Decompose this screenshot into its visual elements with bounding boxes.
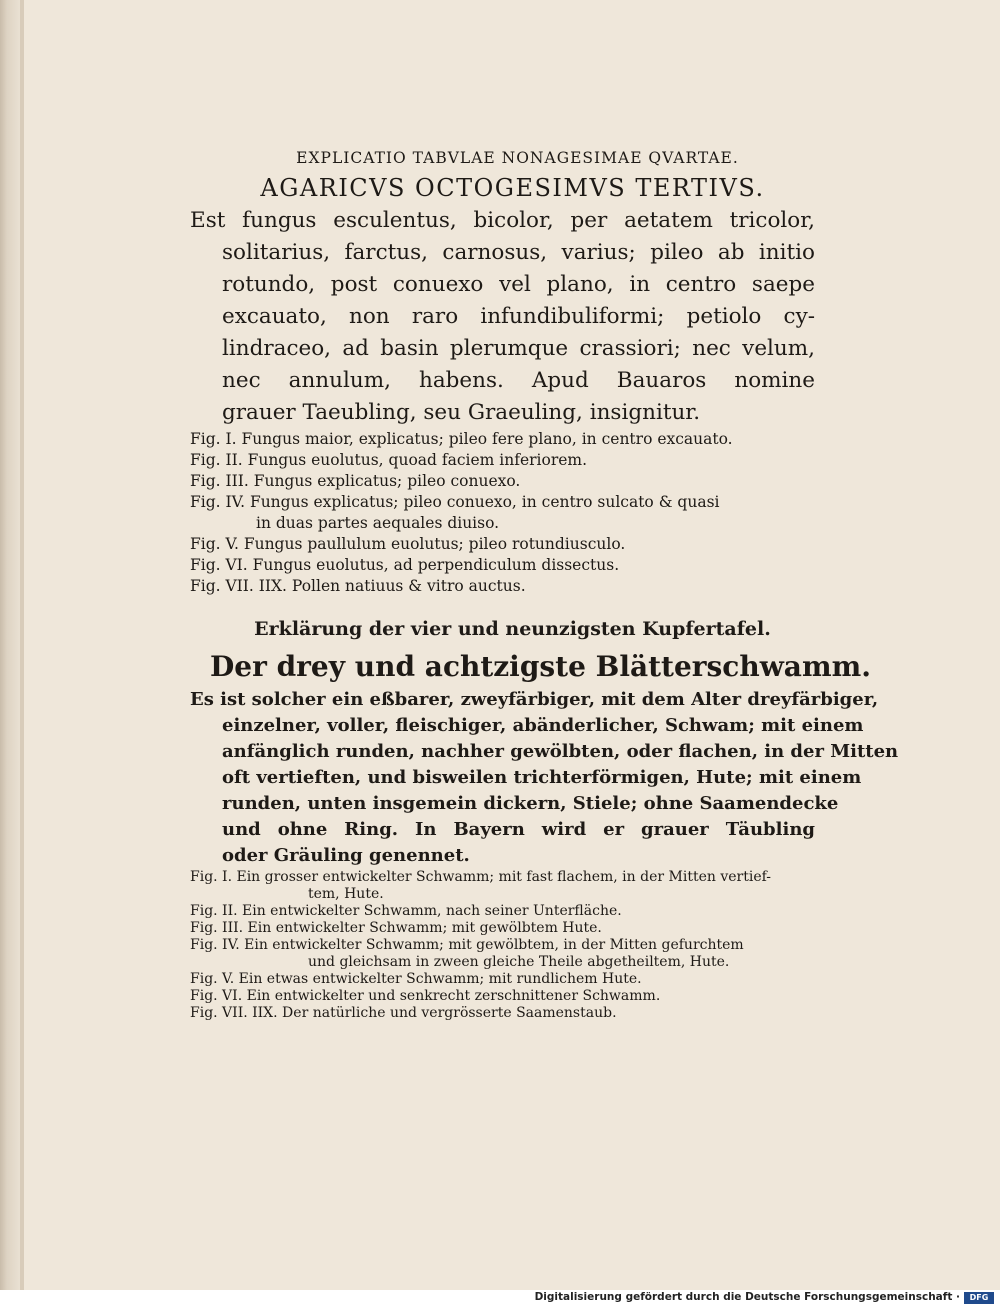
german-body-line: oder Gräuling genennet. bbox=[222, 845, 470, 866]
dfg-logo: DFG bbox=[964, 1292, 994, 1304]
german-body-line: oft vertieften, und bisweilen trichterförmigen, Hute; mit einem bbox=[222, 767, 862, 788]
german-figure-caption: Fig. II. Ein entwickelter Schwamm, nach seiner Unterfläche. bbox=[190, 903, 622, 919]
latin-description bbox=[190, 205, 815, 429]
latin-body-line: lindraceo, ad basin plerumque crassiori; nec velum, bbox=[222, 336, 815, 361]
latin-body-line: grauer Taeubling, seu Graeuling, insignitur. bbox=[222, 400, 701, 425]
latin-figure-caption: Fig. I. Fungus maior, explicatus; pileo fere plano, in centro excauato. bbox=[190, 430, 733, 448]
latin-body-line: solitarius, farctus, carnosus, varius; pileo ab initio bbox=[222, 240, 815, 265]
german-description bbox=[190, 687, 899, 869]
german-heading: Erklärung der vier und neunzigsten Kupfertafel. bbox=[254, 618, 771, 640]
book-gutter bbox=[0, 0, 20, 1290]
german-figure-caption: Fig. IV. Ein entwickelter Schwamm; mit gewölbtem, in der Mitten gefurchtem bbox=[190, 937, 744, 953]
latin-body-line: rotundo, post conuexo vel plano, in centro saepe bbox=[222, 272, 815, 297]
latin-figure-caption: Fig. VII. IIX. Pollen natiuus & vitro auctus. bbox=[190, 577, 526, 595]
latin-body-line: excauato, non raro infundibuliformi; petiolo cy- bbox=[222, 304, 815, 329]
german-figure-caption: Fig. III. Ein entwickelter Schwamm; mit gewölbtem Hute. bbox=[190, 920, 602, 936]
latin-figure-list bbox=[190, 429, 815, 597]
german-figure-caption: und gleichsam in zween gleiche Theile abgetheiltem, Hute. bbox=[308, 954, 730, 970]
german-figure-caption: Fig. I. Ein grosser entwickelter Schwamm; mit fast flachem, in der Mitten vertief- bbox=[190, 869, 772, 885]
german-figure-caption: Fig. V. Ein etwas entwickelter Schwamm; mit rundlichem Hute. bbox=[190, 971, 642, 987]
german-figure-list bbox=[190, 869, 815, 1022]
latin-heading: EXPLICATIO TABVLAE NONAGESIMAE QVARTAE. bbox=[296, 149, 739, 167]
footer-bar bbox=[0, 1290, 1000, 1306]
german-body-line: Es ist solcher ein eßbarer, zweyfärbiger, mit dem Alter dreyfärbiger, bbox=[190, 689, 879, 710]
latin-body-line: nec annulum, habens. Apud Bauaros nomine bbox=[222, 368, 815, 393]
latin-figure-caption: Fig. II. Fungus euolutus, quoad faciem inferiorem. bbox=[190, 451, 588, 469]
german-body-line: und ohne Ring. In Bayern wird er grauer Täubling bbox=[222, 819, 815, 840]
latin-figure-caption: in duas partes aequales diuiso. bbox=[256, 514, 500, 532]
german-figure-caption: tem, Hute. bbox=[308, 886, 384, 902]
latin-subheading: AGARICVS OCTOGESIMVS TERTIVS. bbox=[260, 174, 765, 202]
german-figure-caption: Fig. VII. IIX. Der natürliche und vergrösserte Saamenstaub. bbox=[190, 1005, 617, 1021]
german-figure-caption: Fig. VI. Ein entwickelter und senkrecht zerschnittener Schwamm. bbox=[190, 988, 661, 1004]
latin-figure-caption: Fig. III. Fungus explicatus; pileo conuexo. bbox=[190, 472, 521, 490]
latin-figure-caption: Fig. IV. Fungus explicatus; pileo conuexo, in centro sulcato & quasi bbox=[190, 493, 720, 511]
german-body-line: anfänglich runden, nachher gewölbten, oder flachen, in der Mitten bbox=[222, 741, 899, 762]
funding-note: Digitalisierung gefördert durch die Deutsche Forschungsgemeinschaft · bbox=[534, 1291, 960, 1303]
latin-figure-caption: Fig. VI. Fungus euolutus, ad perpendiculum dissectus. bbox=[190, 556, 620, 574]
latin-body-line: Est fungus esculentus, bicolor, per aetatem tricolor, bbox=[190, 208, 815, 233]
page-content bbox=[190, 145, 899, 1022]
latin-figure-caption: Fig. V. Fungus paullulum euolutus; pileo rotundiusculo. bbox=[190, 535, 626, 553]
german-body-line: einzelner, voller, fleischiger, abänderlicher, Schwam; mit einem bbox=[222, 715, 864, 736]
german-body-line: runden, unten insgemein dickern, Stiele; ohne Saamendecke bbox=[222, 793, 839, 814]
german-subheading: Der drey und achtzigste Blätterschwamm. bbox=[210, 650, 871, 683]
